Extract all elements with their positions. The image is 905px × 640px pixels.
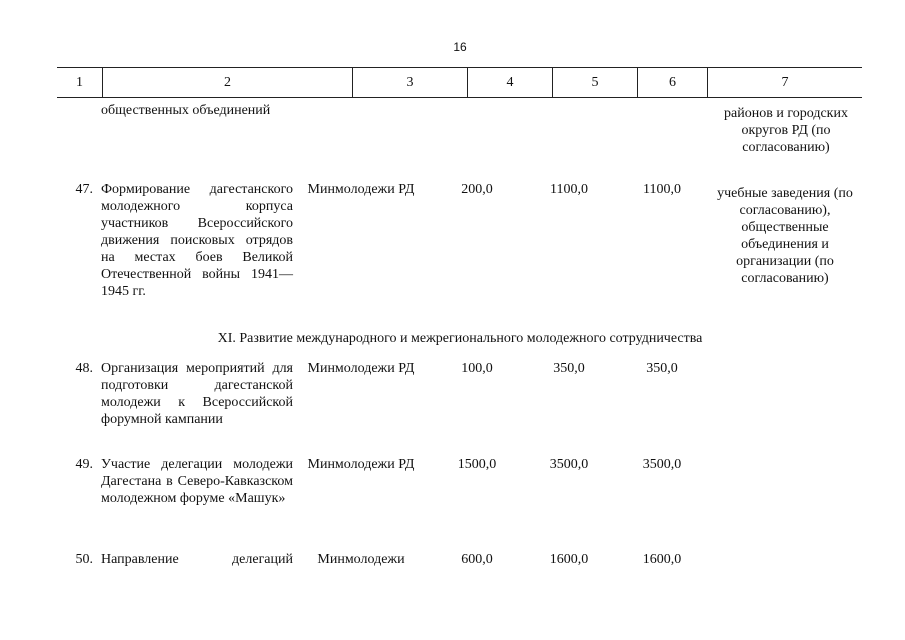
row-number: 49.: [75, 457, 93, 472]
header-col-4: 4: [467, 68, 552, 97]
row-value-6: 1100,0: [643, 182, 681, 197]
row-value-5: 1100,0: [550, 182, 588, 197]
row-name: Формирование дагестанского молодежного корпуса участников Всероссийского движения поисковых отрядов на местах боев Великой Отечественной войны 1941—1945 гг.: [101, 182, 293, 299]
header-col-7: 7: [707, 68, 862, 97]
header-col-3: 3: [352, 68, 467, 97]
header-col-1: 1: [76, 75, 83, 90]
row-value-4: 100,0: [461, 361, 493, 376]
row-value-5: 350,0: [553, 361, 585, 376]
row-name: Направление делегаций: [101, 552, 293, 567]
row-name: Организация мероприятий для подготовки дагестанской молодежи к Всероссийской форумной кампании: [101, 361, 293, 427]
header-col-6: 6: [637, 68, 707, 97]
row-executor: Минмолодежи РД: [307, 182, 415, 197]
header-col-2: 2: [102, 68, 352, 97]
row-partners: учебные заведения (по согласованию), общественные объединения и организации (по согласованию): [717, 186, 853, 286]
row-value-6: 1600,0: [642, 552, 682, 567]
continuation-name: общественных объединений: [101, 103, 271, 118]
page-number: 16: [453, 40, 467, 54]
header-col-5: 5: [552, 68, 637, 97]
row-value-4: 200,0: [461, 182, 493, 197]
row-number: 47.: [75, 182, 93, 197]
table-header: [57, 67, 862, 98]
row-value-6: 3500,0: [642, 457, 682, 472]
continuation-partners: районов и городских округов РД (по согласованию): [724, 106, 848, 155]
row-number: 48.: [75, 361, 93, 376]
row-value-5: 1600,0: [549, 552, 589, 567]
row-value-4: 1500,0: [457, 457, 497, 472]
row-value-4: 600,0: [461, 552, 493, 567]
row-name: Участие делегации молодежи Дагестана в Северо-Кавказском молодежном форуме «Машук»: [101, 457, 293, 506]
row-value-5: 3500,0: [549, 457, 589, 472]
row-executor: Минмолодежи: [317, 552, 405, 567]
row-value-6: 350,0: [646, 361, 678, 376]
row-executor: Минмолодежи РД: [307, 361, 415, 376]
section-title: XI. Развитие международного и межрегионального молодежного сотрудничества: [217, 331, 703, 346]
row-executor: Минмолодежи РД: [307, 457, 415, 472]
row-number: 50.: [75, 552, 93, 567]
